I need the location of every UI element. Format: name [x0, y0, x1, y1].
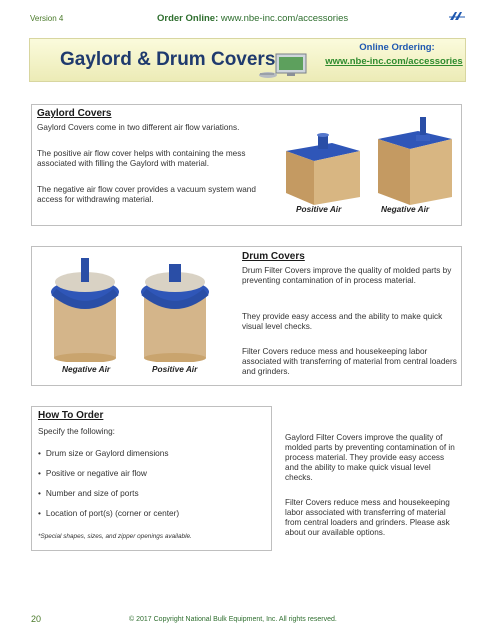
- how-to-order-heading: How To Order: [38, 410, 104, 421]
- gaylord-text-1: Gaylord Covers come in two different air flow variations.: [37, 123, 240, 132]
- drum-caption-positive: Positive Air: [152, 364, 198, 374]
- special-options-note: *Special shapes, sizes, and zipper openings available.: [38, 533, 192, 540]
- list-item: [38, 508, 179, 518]
- list-item: [38, 448, 169, 458]
- online-ordering-title: Online Ordering:: [359, 42, 435, 53]
- drum-covers-photo: [40, 252, 220, 362]
- drum-text-3: Filter Covers reduce mess and housekeeping labor associated with transferring of material from central loaders and grinders.: [242, 347, 457, 376]
- list-item: [38, 488, 139, 498]
- drum-text-2: They provide easy access and the ability to make quick visual level checks.: [242, 312, 443, 331]
- gaylord-caption-negative: Negative Air: [381, 204, 430, 214]
- order-online: [157, 13, 348, 24]
- gaylord-covers-photo: [280, 113, 460, 213]
- gaylord-covers-heading: Gaylord Covers: [37, 108, 112, 119]
- drum-covers-heading: Drum Covers: [242, 251, 305, 262]
- list-item-text: Location of port(s) (corner or center): [45, 508, 180, 518]
- gaylord-caption-positive: Positive Air: [296, 204, 342, 214]
- copyright-notice: © 2017 Copyright National Bulk Equipment, Inc. All rights reserved.: [129, 616, 337, 623]
- nbe-logo-icon: [448, 10, 466, 22]
- list-item-text: Drum size or Gaylord dimensions: [45, 448, 169, 458]
- drum-text-1: Drum Filter Covers improve the quality of molded parts by preventing contamination of in process material.: [242, 266, 452, 285]
- version-label: Version 4: [30, 14, 64, 23]
- page-title: Gaylord & Drum Covers: [60, 49, 276, 70]
- order-online-link[interactable]: www.nbe-inc.com/accessories: [220, 13, 349, 24]
- online-ordering-link[interactable]: www.nbe-inc.com/accessories: [325, 56, 463, 67]
- side-text-2: Filter Covers reduce mess and housekeeping labor associated with transferring of material from central loaders and grinders. Please ask about our available options.: [285, 498, 450, 537]
- list-item-text: Positive or negative air flow: [45, 468, 147, 478]
- order-online-label: Order Online:: [157, 13, 219, 24]
- list-item: [38, 468, 147, 478]
- list-item-text: Number and size of ports: [45, 488, 139, 498]
- how-to-order-intro: Specify the following:: [38, 427, 115, 436]
- side-text-1: Gaylord Filter Covers improve the quality of molded parts by preventing contamination of in process material. They provide easy access and the ability to make quick visual level checks.: [285, 433, 455, 482]
- drum-caption-negative: Negative Air: [62, 364, 111, 374]
- gaylord-text-2: The positive air flow cover helps with containing the mess associated with filling the Gaylord with material.: [37, 149, 246, 168]
- computer-monitor-icon: [258, 53, 320, 79]
- gaylord-text-3: The negative air flow cover provides a vacuum system wand access for withdrawing material.: [37, 185, 256, 204]
- page-number: 20: [31, 614, 42, 624]
